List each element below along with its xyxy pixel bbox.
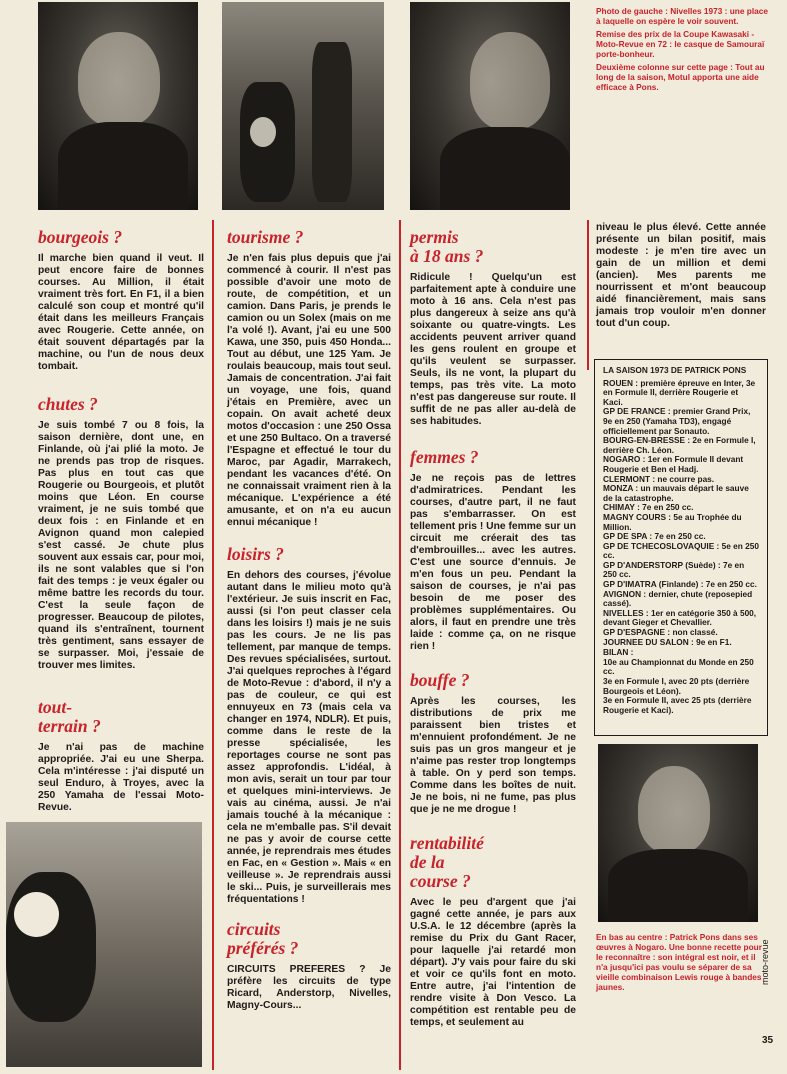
text-loisirs: En dehors des courses, j'évolue autant dans le milieu moto qu'à l'extérieur. Je suis inscrit en Fac, aussi (si l'on peut classer cela dans les loisirs !) mais je ne suis pas les cours. Je ne lis pas tellement, par manque de temps. Des revues spécialisées, surtout. J'ai quelques reproches à l'égard de Moto-Revue : d'abord, il n'y a pas de couleur, ce qui est ennuyeux en 73 (mais cela va changer en 1974, NDLR). Et puis, comme dans le reste de la presse spécialisée, les reportages course ne sont pas assez approfondis. L'idéal, à mon avis, serait un tour par tour et quelques mini-interviews. Je vais au cinéma, aussi. Je n'ai jamais touché à la mécanique : cela ne m'emballe pas. S'il devait ne pas y avoir de course cette année, je reprendrais mes études en Fac, en « Gestion ». Mais « en veilleuse ». Je reprendrais aussi le ski... Puis, je surveillerais mes fréquentations ! bbox=[227, 570, 391, 905]
caption-motul-photo: Deuxième colonne sur cette page : Tout au long de la saison, Motul apporta une aide efficace à Pons. bbox=[596, 62, 765, 92]
section-femmes bbox=[410, 448, 576, 653]
season-result-item: GP D'ANDERSTORP (Suède) : 7e en 250 cc. bbox=[603, 559, 745, 580]
text-rentabilite: Avec le peu d'argent que j'ai gagné cette année, je pars aux U.S.A. le 12 décembre (après la remise du Prix du Gant Racer, pour laquelle j'ai retardé mon départ). J'y vais pour faire du ski et voir ce qu'ils font en moto. Entre autre, j'ai l'intention de rendre visite à Don Vesco. La compétition est rentable peu de temps, et seulement au bbox=[410, 897, 576, 1028]
season-result-item: ROUEN : première épreuve en Inter, 3e en Formule II, derrière Rougerie et Kaci. bbox=[603, 377, 756, 407]
section-loisirs bbox=[227, 545, 391, 906]
photo-portrait-top-right bbox=[410, 2, 570, 210]
heading-tout-terrain-1: tout- bbox=[38, 697, 73, 717]
text-circuits: CIRCUITS PREFERES ? Je préfère les circuits de type Ricard, Anderstorp, Nivelles, Magny-Cours... bbox=[227, 964, 391, 1011]
column-4-continuation bbox=[596, 222, 766, 330]
season-box-title: LA SAISON 1973 DE PATRICK PONS bbox=[603, 365, 747, 375]
season-bilan-item: 10e au Championnat du Monde en 250 cc. bbox=[603, 656, 754, 677]
column-divider-1 bbox=[212, 220, 214, 1070]
column-divider-3 bbox=[587, 220, 589, 370]
heading-circuits-2: préférés ? bbox=[227, 938, 299, 958]
heading-femmes: femmes ? bbox=[410, 447, 479, 467]
text-tourisme: Je n'en fais plus depuis que j'ai commencé à courir. Il n'est pas possible d'avoir une moto de route, de compétition, et un camion. Dans Paris, je prends le camion ou un Solex (mais on me l'a volé !). Avant, j'ai eu une 500 Kawa, une 350, puis 450 Honda... Tout au début, une 125 Yam. Je roulais beaucoup, mais tout seul. Jamais de concentration. J'ai fait un voyage, une fois, quand j'étais en Première, avec un copain. On avait acheté deux motos d'occasion : une 250 Ossa et une 250 Bultaco. On a traversé l'Espagne et effectué le tour du Maroc, par Agadir, Marrakech, pendant les vacances d'été. On ne connaissait vraiment rien à la mécanique. L'expérience a été amusante, et on n'a eu aucun ennui mécanique ! bbox=[227, 253, 391, 528]
season-result-item: GP D'IMATRA (Finlande) : 7e en 250 cc. bbox=[603, 579, 757, 590]
heading-bouffe: bouffe ? bbox=[410, 670, 470, 690]
season-bilan-list bbox=[603, 658, 759, 716]
section-tourisme bbox=[227, 228, 391, 529]
text-bourgeois: Il marche bien quand il veut. Il peut encore faire de bonnes courses. Au Million, il était vraiment très fort. En F1, il a bien calculé son coup et montré qu'il était dans les meilleurs Français avec Rougerie. Cette année, on était souvent départagés par la machine, ou l'un de nous deux tombait. bbox=[38, 253, 204, 372]
season-bilan-title: BILAN : bbox=[603, 647, 634, 658]
heading-bourgeois: bourgeois ? bbox=[38, 227, 123, 247]
heading-loisirs: loisirs ? bbox=[227, 544, 284, 564]
section-tout-terrain bbox=[38, 698, 204, 814]
photo-pons-portrait-bottom-right bbox=[598, 744, 758, 922]
season-results-list bbox=[603, 379, 759, 648]
section-bouffe bbox=[410, 671, 576, 816]
photo-captions-top bbox=[596, 6, 768, 95]
text-femmes: Je ne reçois pas de lettres d'admiratrices. Pendant les courses, d'autre part, il ne faut pas s'embarrasser. On est tellement pris ! Une femme sur un circuit me créerait des tas d'embrouilles... avec les autres. C'est une source d'ennuis. Je m'en fous un peu. Pendant la saison de courses, je n'ai pas besoin de me poser des problèmes supplémentaires. Ou alors, il faut en prendre une très laide : comme ça, on ne risque rien ! bbox=[410, 473, 576, 652]
column-3 bbox=[410, 228, 576, 1029]
heading-tout-terrain-2: terrain ? bbox=[38, 716, 101, 736]
heading-chutes: chutes ? bbox=[38, 394, 98, 414]
season-result-item: AVIGNON : dernier, chute (reposepied cassé). bbox=[603, 588, 753, 609]
column-2 bbox=[227, 228, 391, 1012]
photo-paddock-motorcycle bbox=[222, 2, 384, 210]
heading-tourisme: tourisme ? bbox=[227, 227, 304, 247]
season-result-item: NOGARO : 1er en Formule II devant Rougerie et Ben el Hadj. bbox=[603, 454, 744, 474]
column-1 bbox=[38, 228, 204, 814]
season-results-box bbox=[594, 359, 768, 736]
text-bouffe: Après les courses, les distributions de prix me paraissent bien tristes et m'ennuient profondément. Je ne suis pas un gros mangeur et je n'aime pas rester trop longtemps à table. On y perd son temps. Comme dans les boîtes de nuit. Je ne bois, ni ne fume, pas plus que je ne me drogue ! bbox=[410, 696, 576, 815]
text-continuation: niveau le plus élevé. Cette année présente un bilan positif, mais modeste : je m'en tire avec un gain de un million et demi (ancien). Mes parents me nourrissent et m'ont beaucoup aidé financièrement, mais sans jamais trop vouloir m'en donner tout d'un coup. bbox=[596, 222, 766, 329]
section-rentabilite bbox=[410, 834, 576, 1029]
season-result-item: BOURG-EN-BRESSE : 2e en Formule I, derrière Ch. Léon. bbox=[603, 435, 756, 455]
season-result-item: CHIMAY : 7e en 250 cc. bbox=[603, 502, 694, 513]
season-result-item: CLERMONT : ne courre pas. bbox=[603, 473, 715, 484]
heading-rentabilite-3: course ? bbox=[410, 871, 471, 891]
text-chutes: Je suis tombé 7 ou 8 fois, la saison dernière, dont une, en Finlande, où j'ai plié la moto. Je ne prends pas trop de risques. Pas plus en tout cas que Rougerie ou Bourgeois, et plutôt moins que Léon. En course vraiment, je ne suis tombé que deux fois : en Finlande et en Avignon quand mon calepied s'est cassé. Je chute plus souvent aux essais car, pour moi, ils ne sont valables que si l'on fait des temps : je veux égaler ou même battre les records du tour. C'est la seule façon de progresser. Beaucoup de pilotes, quand ils s'entraînent, tournent très gentiment, sans essayer de se surpasser. Moi, j'essaie de trouver mes limites. bbox=[38, 420, 204, 671]
heading-permis-2: à 18 ans ? bbox=[410, 246, 484, 266]
caption-award-photo: Remise des prix de la Coupe Kawasaki - Moto-Revue en 72 : le casque de Samouraï porte-bonheur. bbox=[596, 29, 765, 59]
season-result-item: GP D'ESPAGNE : non classé. bbox=[603, 627, 718, 638]
heading-circuits-1: circuits bbox=[227, 919, 281, 939]
season-result-item: NIVELLES : 1er en catégorie 350 à 500, devant Gieger et Chevallier. bbox=[603, 607, 757, 628]
photo-caption-bottom bbox=[596, 932, 764, 995]
section-chutes bbox=[38, 395, 204, 672]
text-tout-terrain: Je n'ai pas de machine appropriée. J'ai eu une Sherpa. Cela m'intéresse : j'ai disputé un seul Enduro, à Troyes, avec la 250 Yamaha de l'essai Moto-Revue. bbox=[38, 742, 204, 813]
caption-left-photo: Photo de gauche : Nivelles 1973 : une place à laquelle on espère le voir souvent. bbox=[596, 6, 768, 26]
season-result-item: GP DE TCHECOSLOVAQUIE : 5e en 250 cc. bbox=[603, 540, 759, 561]
heading-permis-1: permis bbox=[410, 227, 459, 247]
season-result-item: JOURNEE DU SALON : 9e en F1. bbox=[603, 636, 732, 647]
section-circuits bbox=[227, 920, 391, 1012]
season-result-item: GP DE FRANCE : premier Grand Prix, 9e en 250 (Yamaha TD3), engagé officiellement par Sonauto. bbox=[603, 406, 751, 436]
column-divider-2 bbox=[399, 220, 401, 1070]
photo-portrait-top-left bbox=[38, 2, 198, 210]
season-result-item: MONZA : un mauvais départ le sauve de la catastrophe. bbox=[603, 483, 749, 503]
heading-rentabilite-1: rentabilité bbox=[410, 833, 484, 853]
section-bourgeois bbox=[38, 228, 204, 373]
photo-racer-nogaro bbox=[6, 822, 202, 1067]
season-bilan-item: 3e en Formule II, avec 25 pts (derrière Rougerie et Kaci). bbox=[603, 695, 752, 715]
text-permis: Ridicule ! Quelqu'un est parfaitement apte à conduire une moto à 16 ans. Cela n'est pas plus dangereux à seize ans qu'à soixante ou quatre-vingts. Les accidents peuvent arriver quand les gens roulent en groupe et qu'ils veulent se surpasser. Seuls, ils ne vont, la plupart du temps, pas très vite. La moto n'est pas dangereuse sur route. Il suffit de ne pas aller au-delà de ses habitudes. bbox=[410, 272, 576, 427]
season-result-item: MAGNY COURS : 5e au Trophée du Million. bbox=[603, 511, 742, 532]
magazine-name: moto-revue bbox=[760, 939, 770, 985]
heading-rentabilite-2: de la bbox=[410, 852, 445, 872]
page-number: 35 bbox=[762, 1035, 774, 1046]
caption-nogaro-photo: En bas au centre : Patrick Pons dans ses œuvres à Nogaro. Une bonne recette pour le reconnaître : son intégral est noir, et il n'a jusqu'ici pas voulu se séparer de sa vieille combinaison Lewis rouge à bandes jaunes. bbox=[596, 932, 762, 992]
section-permis bbox=[410, 228, 576, 428]
season-bilan-item: 3e en Formule I, avec 20 pts (derrière Bourgeois et Léon). bbox=[603, 676, 750, 696]
season-result-item: GP DE SPA : 7e en 250 cc. bbox=[603, 531, 706, 542]
